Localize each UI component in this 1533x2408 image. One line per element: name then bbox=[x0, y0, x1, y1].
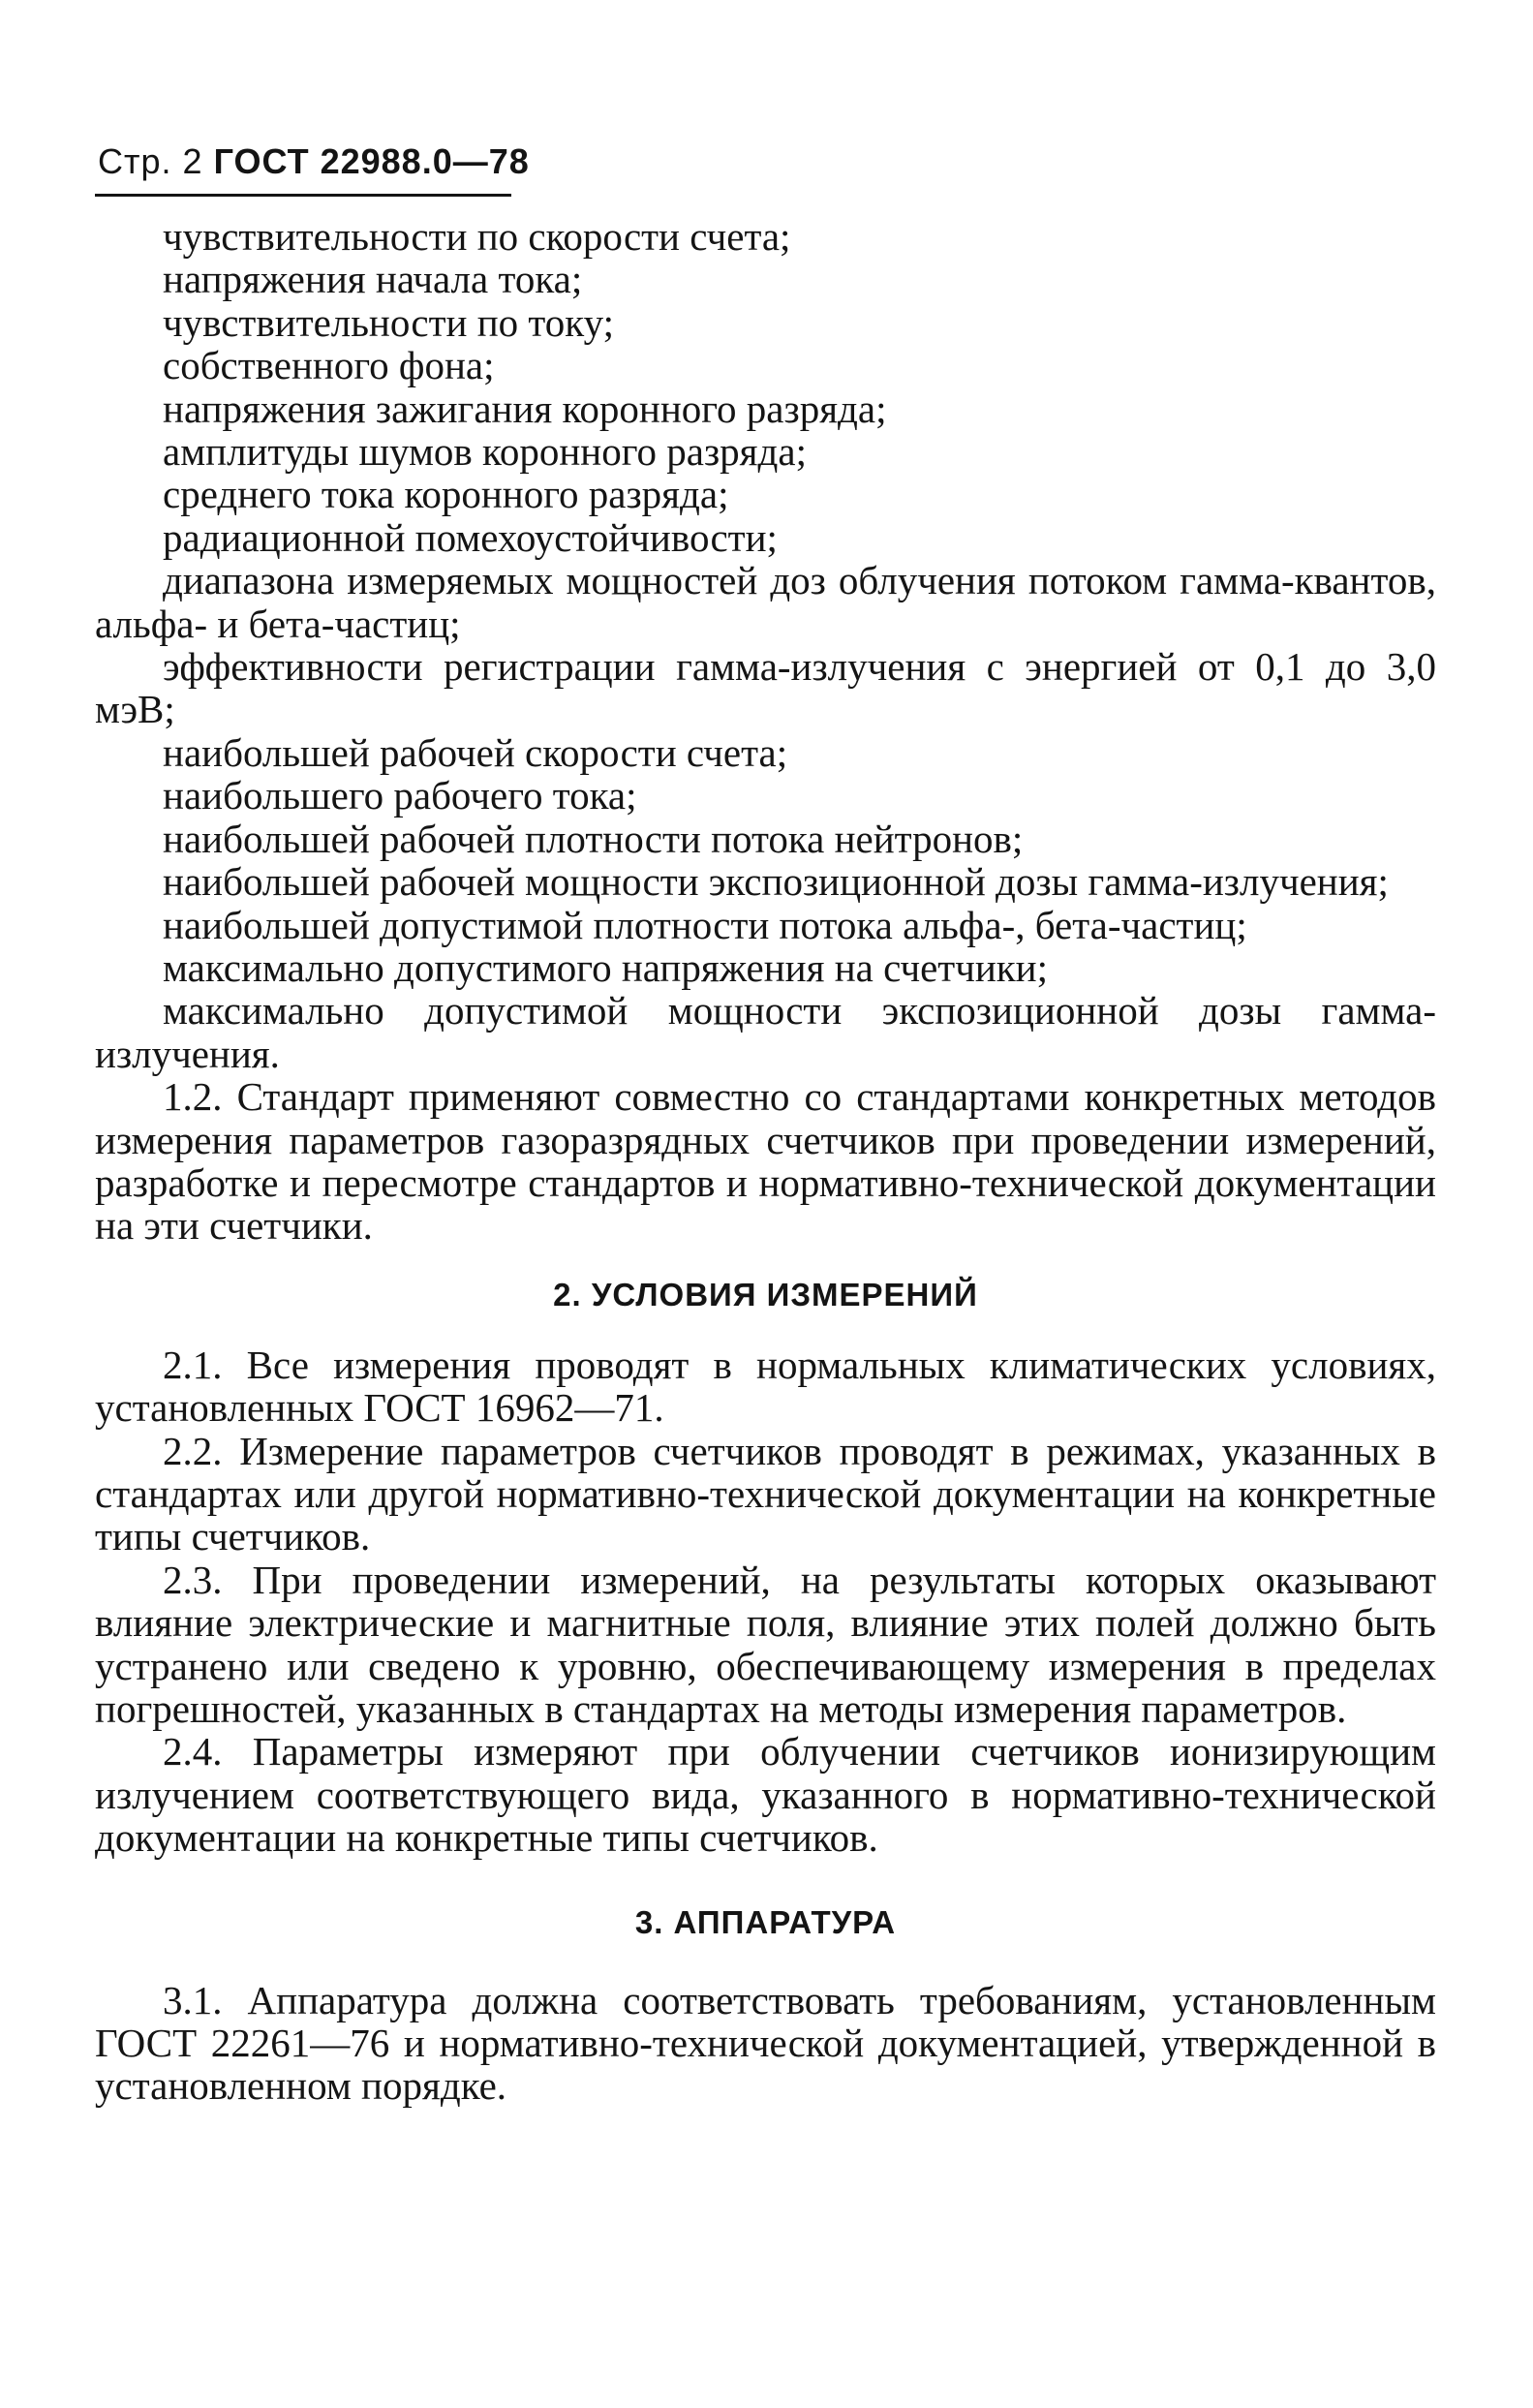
list-item: напряжения зажигания коронного разряда; bbox=[163, 386, 887, 431]
list-item: чувствительности по скорости счета; bbox=[163, 214, 791, 259]
list-item: диапазона измеряемых мощностей доз облучения потоком гамма-квантов, альфа- и бета-частиц; bbox=[95, 558, 1436, 646]
clause-1-2: 1.2. Стандарт применяют совместно со стандартами конкретных методов измерения параметров газоразрядных счетчиков при проведении измерений, разработке и пересмотре стандартов и нормативно-технической документации на эти счетчики. bbox=[95, 1074, 1436, 1249]
list-item: наибольшей рабочей мощности экспозиционной дозы гамма-излучения; bbox=[163, 859, 1389, 905]
list-item: наибольшей рабочей скорости счета; bbox=[163, 729, 788, 775]
header-rule bbox=[95, 194, 511, 197]
list-item: амплитуды шумов коронного разряда; bbox=[163, 429, 807, 475]
clause-2-3: 2.3. При проведении измерений, на результаты которых оказывают влияние электрические и магнитные поля, влияние этих полей должно быть устранено или сведено к уровню, обеспечивающему измерения в пределах погрешностей, указанных в стандартах на методы измерения параметров. bbox=[95, 1557, 1436, 1731]
clause-2-1: 2.1. Все измерения проводят в нормальных климатических условиях, установленных ГОСТ 16962—71. bbox=[95, 1342, 1436, 1431]
list-item: среднего тока коронного разряда; bbox=[163, 472, 729, 517]
document-body bbox=[95, 215, 1436, 2108]
clause-3-1: 3.1. Аппаратура должна соответствовать требованиям, установленным ГОСТ 22261—76 и нормативно-технической документацией, утвержденной в установленном порядке. bbox=[95, 1977, 1436, 2109]
list-item: наибольшей рабочей плотности потока нейтронов; bbox=[163, 816, 1024, 861]
list-item: радиационной помехоустойчивости; bbox=[163, 514, 778, 560]
list-item: максимально допустимого напряжения на счетчики; bbox=[163, 944, 1049, 990]
list-item: собственного фона; bbox=[163, 343, 495, 388]
section-3-title: 3. АППАРАТУРА bbox=[634, 1903, 897, 1940]
clause-2-2: 2.2. Измерение параметров счетчиков проводят в режимах, указанных в стандартах или другой нормативно-технической документации на конкретные типы счетчиков. bbox=[95, 1428, 1436, 1559]
section-2-title: 2. УСЛОВИЯ ИЗМЕРЕНИЙ bbox=[553, 1276, 978, 1312]
page-header bbox=[98, 141, 530, 182]
page-number: Стр. 2 bbox=[98, 141, 203, 181]
list-item: напряжения начала тока; bbox=[163, 257, 583, 302]
list-item: чувствительности по току; bbox=[163, 299, 614, 345]
list-item: максимально допустимой мощности экспозиционной дозы гамма-излучения. bbox=[95, 988, 1436, 1076]
clause-2-4: 2.4. Параметры измеряют при облучении счетчиков ионизирующим излучением соответствующего вида, указанного в нормативно-технической документации на конкретные типы счетчиков. bbox=[95, 1729, 1436, 1861]
list-item: наибольшего рабочего тока; bbox=[163, 773, 637, 818]
list-item: наибольшей допустимой плотности потока альфа-, бета-частиц; bbox=[163, 902, 1247, 947]
standard-number: ГОСТ 22988.0—78 bbox=[213, 141, 530, 181]
list-item: эффективности регистрации гамма-излучения с энергией от 0,1 до 3,0 мэВ; bbox=[95, 644, 1436, 732]
